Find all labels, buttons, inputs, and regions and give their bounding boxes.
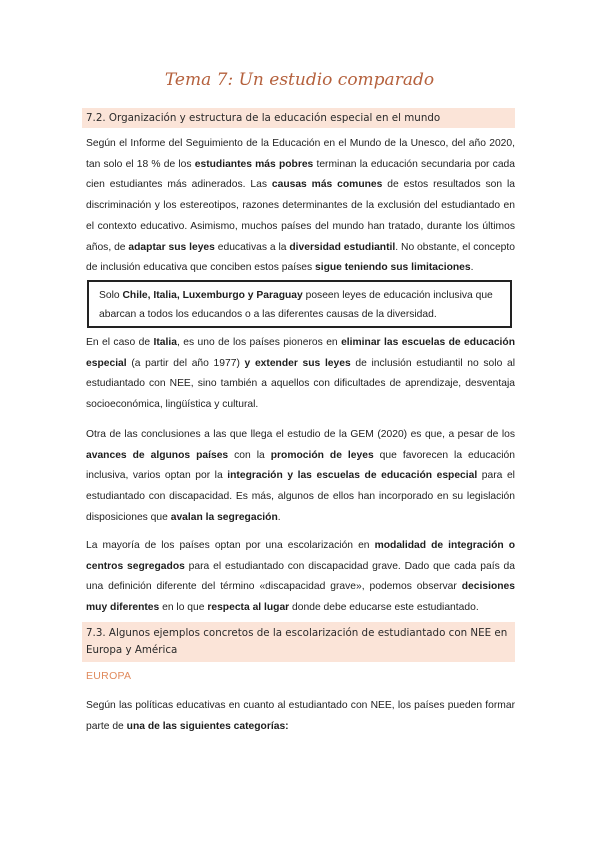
paragraph-informe-unesco xyxy=(86,134,515,279)
bold-text-run: avances de algunos países xyxy=(86,449,229,461)
text-run: La mayoría de los países optan por una escolarización en xyxy=(86,540,375,551)
text-run: para el estudiantado con discapacidad grave. Dado que cada país da una definición diferente del término «discapacidad grave», podemos observar xyxy=(86,560,516,593)
bold-text-run: integración y las escuelas de educación especial xyxy=(227,470,478,482)
bold-text-run: adaptar sus leyes xyxy=(128,241,215,253)
paragraph-italia xyxy=(86,333,515,416)
bold-text-run: modalidad de integración o centros segregados xyxy=(86,540,516,572)
text-run: terminan la educación secundaria por cada cien estudiantes más adinerados. Las xyxy=(86,158,515,191)
bold-text-run: Italia xyxy=(153,337,177,348)
paragraph-categorias xyxy=(86,696,515,737)
text-run: Según las políticas educativas en cuanto al estudiantado con NEE, los países pueden formar parte de xyxy=(86,700,515,732)
bold-text-run: respecta al lugar xyxy=(207,602,290,614)
bold-text-run: causas más comunes xyxy=(271,179,383,191)
page-title: Tema 7: Un estudio comparado xyxy=(164,70,435,90)
text-run: de estos resultados son la discriminación y los estereotipos, razones determinantes de la exclusión del estudiantado en el contexto educativo. Asimismo, muchos países del mundo han tratado, durante los últimos años, de xyxy=(86,179,515,253)
bold-text-run: diversidad estudiantil xyxy=(289,241,396,253)
bold-text-run: promoción de leyes xyxy=(270,449,374,461)
text-run: que favorecen la educación inclusiva, varios optan por la xyxy=(86,449,515,482)
text-run: con la xyxy=(228,449,271,461)
text-run: Según el Informe del Seguimiento de la Educación en el Mundo de la Unesco, del año 2020, tan solo el 18 % de los xyxy=(86,138,515,170)
bold-text-run: Chile, Italia, Luxemburgo y Paraguay xyxy=(122,290,303,301)
section-heading-7-3: 7.3. Algunos ejemplos concretos de la escolarización de estudiantado con NEE en Europa y América xyxy=(82,622,515,662)
text-run: . xyxy=(470,262,474,274)
text-run: , es uno de los países pioneros en xyxy=(176,337,342,348)
text-run: poseen leyes de educación inclusiva que abarcan a todos los educandos o a las diferentes causas de la diversidad. xyxy=(99,290,493,320)
bold-text-run: eliminar las escuelas de educación especial xyxy=(86,337,515,369)
callout-box-leyes-inclusivas xyxy=(87,280,512,328)
text-run: (a partir del año 1977) xyxy=(126,357,245,369)
text-run: Solo xyxy=(99,290,123,301)
paragraph-gem-conclusiones xyxy=(86,425,515,529)
text-run: donde debe educarse este estudiantado. xyxy=(289,602,479,614)
subheading-europa: EUROPA xyxy=(86,670,132,682)
section-heading-7-2: 7.2. Organización y estructura de la educación especial en el mundo xyxy=(82,108,515,128)
bold-text-run: una de las siguientes categorías: xyxy=(126,720,289,732)
bold-text-run: avalan la segregación xyxy=(170,511,278,523)
paragraph-discapacidad-grave xyxy=(86,536,515,619)
text-run: . xyxy=(277,511,281,523)
text-run: Otra de las conclusiones a las que llega el estudio de la GEM (2020) es que, a pesar de los xyxy=(86,429,515,440)
text-run: . No obstante, el concepto de inclusión educativa que conciben estos países xyxy=(86,241,515,274)
text-run: educativas a la xyxy=(214,241,290,253)
text-run: en lo que xyxy=(159,602,208,614)
bold-text-run: sigue teniendo sus limitaciones xyxy=(314,262,471,274)
bold-text-run: estudiantes más pobres xyxy=(194,158,314,170)
text-run: En el caso de xyxy=(86,337,154,348)
bold-text-run: decisiones muy diferentes xyxy=(86,581,515,614)
text-run: de inclusión estudiantil no solo al estudiantado con NEE, sino también a aquellos con dificultades de aprendizaje, desventaja socioeconómica, lingüística y cultural. xyxy=(86,357,515,411)
text-run: para el estudiantado con discapacidad. Es más, algunos de ellos han incorporado en su legislación disposiciones que xyxy=(86,470,515,523)
bold-text-run: y extender sus leyes xyxy=(244,357,351,369)
